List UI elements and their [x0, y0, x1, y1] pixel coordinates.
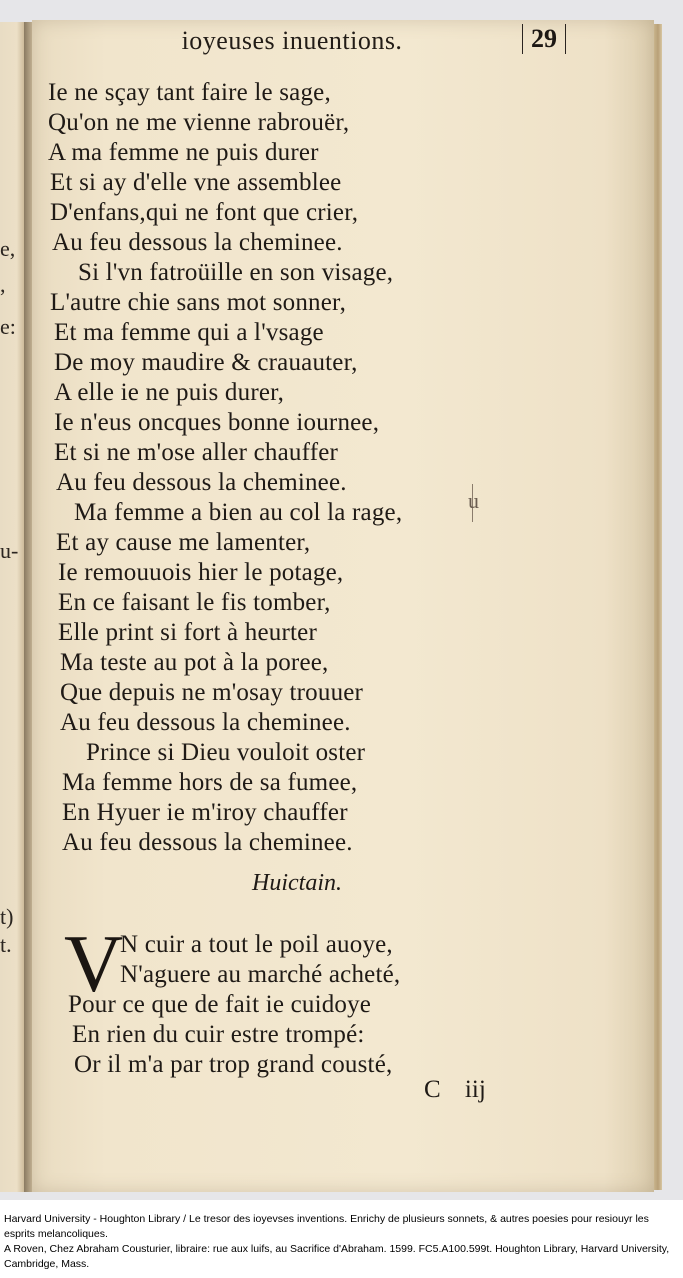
poem-line: Ie n'eus oncques bonne iournee,	[54, 409, 380, 436]
poem-line: Prince si Dieu vouloit oster	[86, 739, 366, 766]
poem-line: Elle print si fort à heurter	[58, 619, 317, 646]
poem-line: Et si ay d'elle vne assemblee	[50, 169, 342, 196]
huictain-line: En rien du cuir estre trompé:	[72, 1021, 365, 1048]
poem-line: Qu'on ne me vienne rabrouër,	[48, 109, 350, 136]
poem-line: Que depuis ne m'osay trouuer	[60, 679, 364, 706]
page-fore-edge	[654, 24, 662, 1190]
huictain-line: N'aguere au marché acheté,	[120, 961, 401, 988]
margin-note: u	[468, 488, 479, 513]
poem-line: Si l'vn fatroüille en son visage,	[78, 259, 394, 286]
caption-line-1: Harvard University - Houghton Library / Le tresor des ioyevses inventions. Enrichy de plusieurs sonnets, & autres poesies pour resiouyr les esprits melancoliques.	[4, 1213, 649, 1240]
poem-line: En Hyuer ie m'iroy chauffer	[62, 799, 348, 826]
poem-line: Ma femme hors de sa fumee,	[62, 769, 358, 796]
poem-line: Au feu dessous la cheminee.	[60, 709, 351, 736]
poem-line: A elle ie ne puis durer,	[54, 379, 285, 406]
poem-line: En ce faisant le fis tomber,	[58, 589, 331, 616]
poem-line: L'autre chie sans mot sonner,	[50, 289, 347, 316]
left-page-fragment: t)	[0, 904, 14, 929]
poem-line: Ie remouuois hier le potage,	[58, 559, 344, 586]
huictain-line: Pour ce que de fait ie cuidoye	[68, 991, 372, 1018]
library-caption	[4, 1212, 680, 1272]
left-page-fragment: t.	[0, 932, 12, 957]
poem-line: Et ma femme qui a l'vsage	[54, 319, 324, 346]
left-page-edge	[0, 22, 25, 1192]
left-page-fragment: e:	[0, 314, 16, 339]
poem-line: De moy maudire & crauauter,	[54, 349, 358, 376]
left-page-fragment: u-	[0, 538, 19, 563]
poem-line: Et si ne m'ose aller chauffer	[54, 439, 339, 466]
caption-line-2: A Roven, Chez Abraham Cousturier, libraire: rue aux luifs, au Sacrifice d'Abraham. 1599. FC5.A100.599t. Houghton Library, Harvard University, Cambridge, Mass.	[4, 1243, 670, 1270]
huictain-line: N cuir a tout le poil auoye,	[120, 931, 393, 958]
huictain-line: Or il m'a par trop grand cousté,	[74, 1051, 393, 1078]
poem-line: D'enfans,qui ne font que crier,	[50, 199, 359, 226]
poem-line: Au feu dessous la cheminee.	[52, 229, 343, 256]
section-title: Huictain.	[252, 870, 342, 896]
left-page-fragment: ,	[0, 272, 6, 297]
left-page-fragment: e,	[0, 236, 16, 261]
poem-line: A ma femme ne puis durer	[48, 139, 319, 166]
running-head: ioyeuses inuentions.	[181, 26, 403, 55]
poem-line: Au feu dessous la cheminee.	[62, 829, 353, 856]
poem-line: Ma teste au pot à la poree,	[60, 649, 329, 676]
poem-line: Ma femme a bien au col la rage,	[74, 499, 403, 526]
poem-line: Et ay cause me lamenter,	[56, 529, 311, 556]
poem-line: Au feu dessous la cheminee.	[56, 469, 347, 496]
poem-line: Ie ne sçay tant faire le sage,	[48, 79, 331, 106]
drop-cap: V	[64, 918, 124, 1009]
signature-mark: C iij	[424, 1076, 486, 1103]
page-number: 29	[522, 24, 566, 54]
book-gutter	[24, 22, 32, 1192]
